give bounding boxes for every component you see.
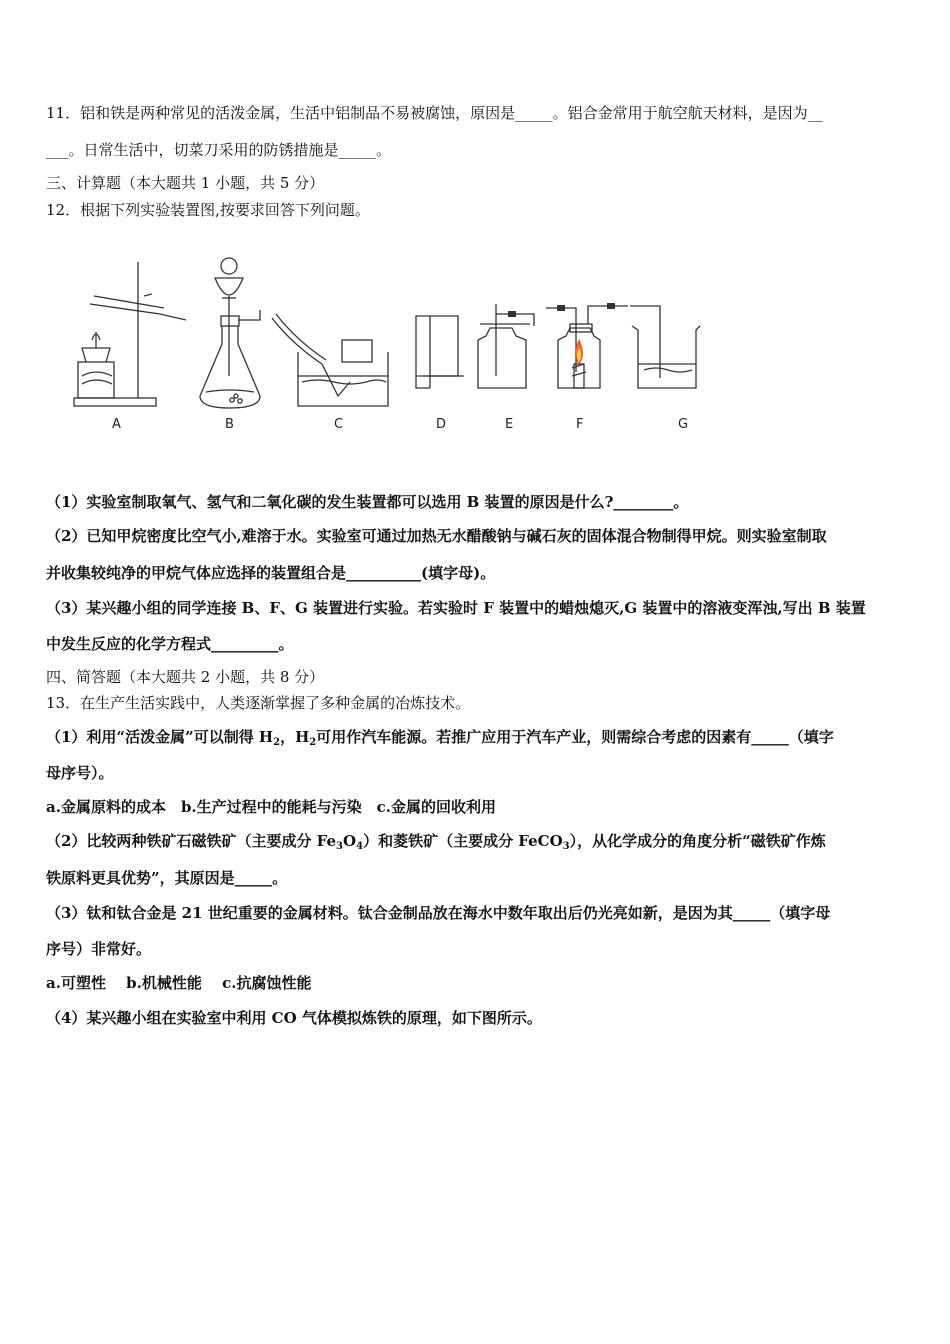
q11-line-2: ___。日常生活中，切菜刀采用的防锈措施是_____。 bbox=[46, 141, 392, 159]
q12-part-3-line-1: （3）某兴趣小组的同学连接 B、F、G 装置进行实验。若实验时 F 装置中的蜡烛熄灭,G 装置中的溶液变浑浊,写出 B 装置 bbox=[46, 599, 866, 617]
q12-part-2-line-2: 并收集较纯净的甲烷气体应选择的装置组合是__________(填字母)。 bbox=[46, 564, 496, 582]
apparatus-c bbox=[272, 314, 388, 406]
q13-part-1-options: a.金属原料的成本 b.生产过程中的能耗与污染 c.金属的回收利用 bbox=[46, 798, 497, 816]
apparatus-e bbox=[478, 304, 534, 388]
apparatus-figure bbox=[60, 236, 720, 446]
label-b: B bbox=[225, 417, 234, 432]
apparatus-b bbox=[200, 258, 260, 408]
label-c: C bbox=[334, 417, 344, 432]
label-g: G bbox=[678, 417, 689, 432]
apparatus-a bbox=[74, 262, 186, 406]
q13-part-2-line-2: 铁原料更具优势”，其原因是_____。 bbox=[46, 869, 288, 887]
q13-part-1-line-2: 母序号）。 bbox=[46, 764, 114, 782]
section-3-title: 三、计算题（本大题共 1 小题，共 5 分） bbox=[46, 174, 325, 192]
q13-part-3-line-1: （3）钛和钛合金是 21 世纪重要的金属材料。钛合金制品放在海水中数年取出后仍光亮如新，是因为其_____（填字母 bbox=[46, 904, 831, 922]
q12-part-1: （1）实验室制取氧气、氢气和二氧化碳的发生装置都可以选用 B 装置的原因是什么?________。 bbox=[46, 493, 689, 511]
q13-stem: 13．在生产生活实践中，人类逐渐掌握了多种金属的冶炼技术。 bbox=[46, 694, 471, 712]
q13-part-3-options: a.可塑性 b.机械性能 c.抗腐蚀性能 bbox=[46, 974, 312, 992]
q11-line-1: 11．铝和铁是两种常见的活泼金属，生活中铝制品不易被腐蚀，原因是_____。铝合金常用于航空航天材料，是因为__ bbox=[46, 104, 823, 122]
section-4-title: 四、简答题（本大题共 2 小题，共 8 分） bbox=[46, 668, 325, 686]
label-d: D bbox=[436, 417, 447, 432]
q13-part-3-line-2: 序号）非常好。 bbox=[46, 940, 152, 958]
q13-part-2-line-1: （2）比较两种铁矿石磁铁矿（主要成分 $Fe_3O_4$）和菱铁矿（主要成分 FeCO$_3$），从化学成分的角度分析“磁铁矿作炼 bbox=[46, 832, 826, 852]
q13-part-4: （4）某兴趣小组在实验室中利用 CO 气体模拟炼铁的原理，如下图所示。 bbox=[46, 1009, 542, 1027]
q12-stem: 12．根据下列实验装置图,按要求回答下列问题。 bbox=[46, 201, 370, 219]
apparatus-g bbox=[630, 306, 700, 388]
q13-part-1-line-1: （1）利用“活泼金属”可以制得 $H_2$，$H_2$可用作汽车能源。若推广应用于汽车产业，则需综合考虑的因素有_____（填字 bbox=[46, 728, 834, 748]
q12-part-3-line-2: 中发生反应的化学方程式_________。 bbox=[46, 635, 294, 653]
apparatus-d bbox=[416, 316, 464, 388]
label-f: F bbox=[576, 417, 584, 432]
q12-part-2-line-1: （2）已知甲烷密度比空气小,难溶于水。实验室可通过加热无水醋酸钠与碱石灰的固体混合物制得甲烷。则实验室制取 bbox=[46, 527, 827, 545]
apparatus-f bbox=[546, 306, 628, 388]
label-e: E bbox=[505, 417, 514, 432]
label-a: A bbox=[112, 417, 121, 432]
